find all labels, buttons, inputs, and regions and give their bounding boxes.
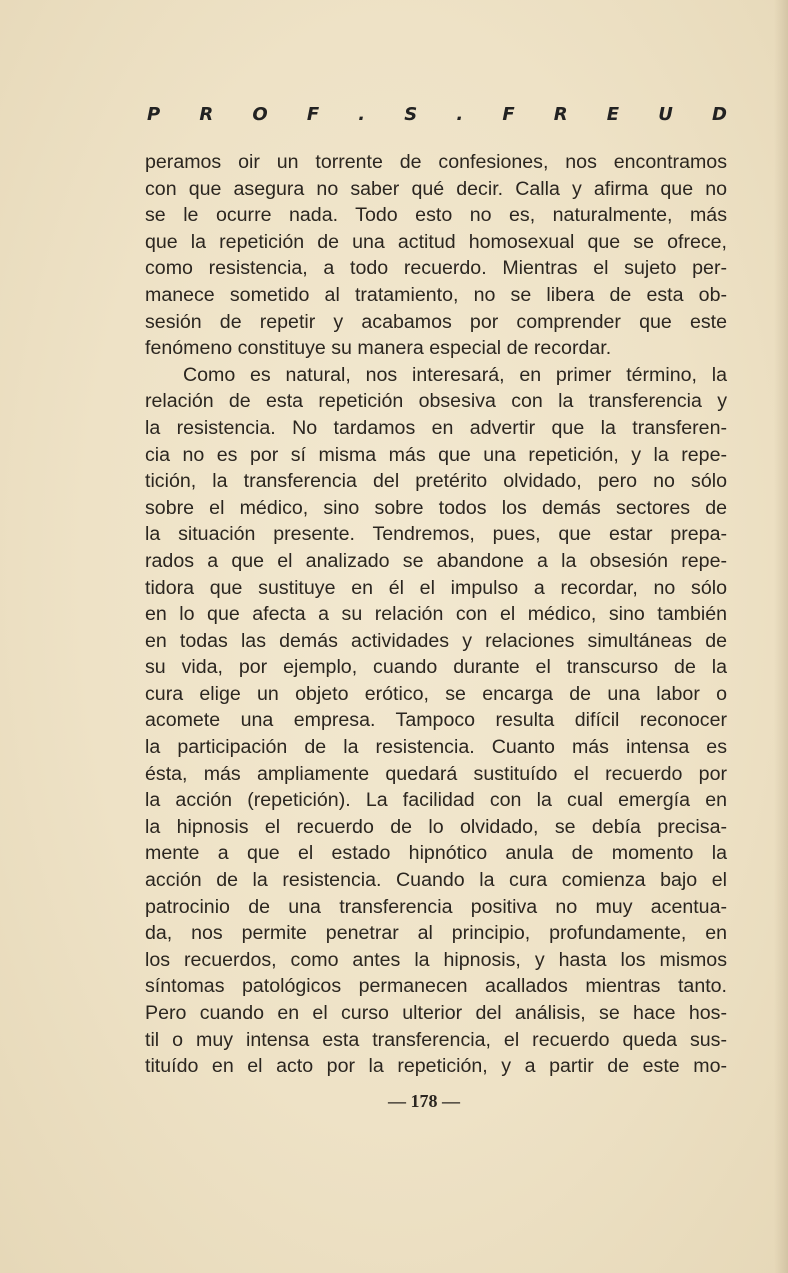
running-head-letter: R — [553, 104, 568, 125]
text-line: con que asegura no saber qué decir. Calla y afirma que no — [145, 177, 727, 200]
running-head-letter: D — [711, 104, 727, 125]
text-line: acción de la resistencia. Cuando la cura comienza bajo el — [145, 869, 727, 892]
running-head — [147, 104, 727, 125]
running-head-letter: . — [456, 104, 464, 125]
text-line: sesión de repetir y acabamos por comprender que este — [145, 310, 727, 333]
text-line: acomete una empresa. Tampoco resulta difícil reconocer — [145, 709, 727, 732]
text-line: patrocinio de una transferencia positiva no muy acentua- — [145, 895, 727, 918]
text-line: manece sometido al tratamiento, no se libera de esta ob- — [145, 283, 727, 306]
text-line: til o muy intensa esta transferencia, el recuerdo queda sus- — [145, 1028, 727, 1051]
page-edge-shadow — [774, 0, 788, 1273]
text-line: la situación presente. Tendremos, pues, que estar prepa- — [145, 523, 727, 546]
text-line: tituído en el acto por la repetición, y a partir de este mo- — [145, 1055, 727, 1078]
running-head-letter: S — [404, 104, 418, 125]
text-line: se le ocurre nada. Todo esto no es, naturalmente, más — [145, 204, 727, 227]
text-line: cura elige un objeto erótico, se encarga de una labor o — [145, 682, 727, 705]
text-line: rados a que el analizado se abandone a la obsesión repe- — [145, 549, 727, 572]
text-line: Pero cuando en el curso ulterior del análisis, se hace hos- — [145, 1002, 727, 1024]
text-line: relación de esta repetición obsesiva con la transferencia y — [145, 390, 727, 413]
running-head-letter: . — [358, 104, 366, 125]
running-head-letter: P — [147, 104, 161, 125]
running-head-letter: F — [502, 104, 515, 125]
body-text — [145, 149, 727, 1080]
running-head-letter: U — [658, 104, 673, 125]
running-head-letter: E — [606, 104, 620, 125]
running-head-letter: O — [252, 104, 268, 125]
text-line: en lo que afecta a su relación con el médico, sino también — [145, 603, 727, 626]
text-line: la hipnosis el recuerdo de lo olvidado, se debía precisa- — [145, 815, 727, 838]
text-line: sobre el médico, sino sobre todos los demás sectores de — [145, 496, 727, 519]
text-line: su vida, por ejemplo, cuando durante el transcurso de la — [145, 656, 727, 679]
text-line: la resistencia. No tardamos en advertir que la transferen- — [145, 416, 727, 439]
text-line: los recuerdos, como antes la hipnosis, y hasta los mismos — [145, 948, 727, 971]
text-line: tidora que sustituye en él el impulso a recordar, no sólo — [145, 576, 727, 599]
text-line: mente a que el estado hipnótico anula de momento la — [145, 842, 727, 865]
page-number: — 178 — — [388, 1091, 460, 1111]
text-line: tición, la transferencia del pretérito olvidado, pero no sólo — [145, 470, 727, 493]
text-line: fenómeno constituye su manera especial de recordar. — [145, 337, 612, 360]
text-line: la participación de la resistencia. Cuanto más intensa es — [145, 736, 727, 759]
text-line: peramos oir un torrente de confesiones, nos encontramos — [145, 151, 727, 173]
text-line: que la repetición de una actitud homosexual que se ofrece, — [145, 230, 727, 253]
text-line: síntomas patológicos permanecen acallados mientras tanto. — [145, 975, 727, 998]
running-head-letter: R — [199, 104, 214, 125]
text-line: da, nos permite penetrar al principio, profundamente, en — [145, 922, 727, 945]
running-head-letter: F — [306, 104, 320, 125]
text-line: cia no es por sí misma más que una repetición, y la repe- — [145, 443, 727, 466]
text-line: en todas las demás actividades y relaciones simultáneas de — [145, 629, 727, 652]
text-line: ésta, más ampliamente quedará sustituído el recuerdo por — [145, 762, 727, 785]
text-line: Como es natural, nos interesará, en primer término, la — [183, 363, 727, 386]
text-line: como resistencia, a todo recuerdo. Mientras el sujeto per- — [145, 257, 727, 280]
text-line: la acción (repetición). La facilidad con la cual emergía en — [145, 789, 727, 812]
